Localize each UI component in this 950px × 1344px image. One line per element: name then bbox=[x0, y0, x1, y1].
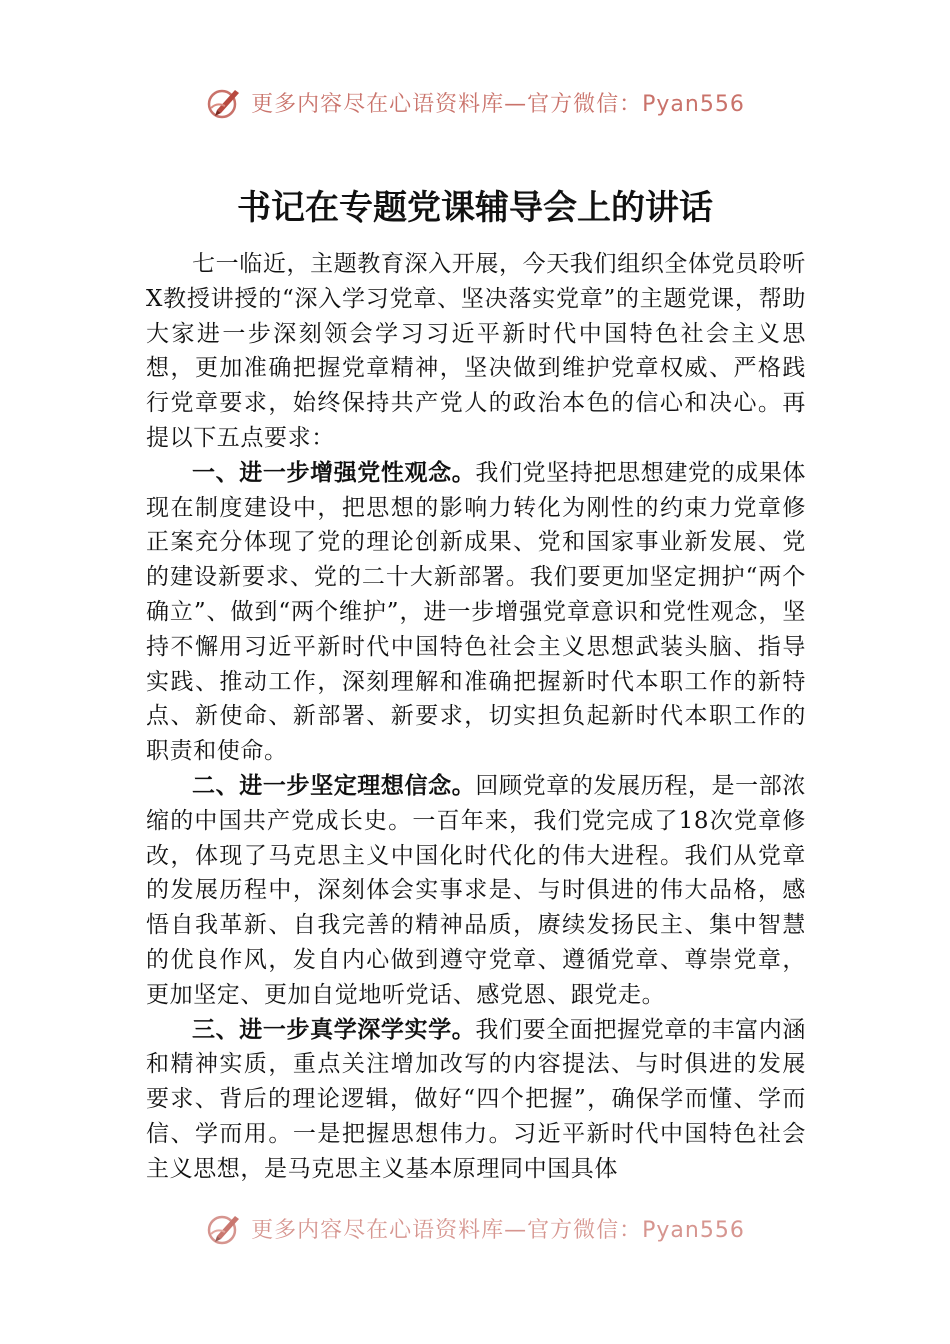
document-body bbox=[146, 247, 806, 1187]
watermark-banner-top bbox=[0, 80, 950, 124]
pen-logo-icon bbox=[205, 1208, 245, 1248]
section-paragraph bbox=[146, 1013, 806, 1187]
section-paragraph bbox=[146, 769, 806, 1013]
section-paragraph bbox=[146, 456, 806, 769]
section-heading: 三、进一步真学深学实学。 bbox=[192, 1016, 476, 1043]
section-heading: 二、进一步坚定理想信念。 bbox=[192, 772, 476, 799]
section-body: 我们党坚持把思想建党的成果体现在制度建设中，把思想的影响力转化为刚性的约束力党章修正案充分体现了党的理论创新成果、党和国家事业新发展、党的建设新要求、党的二十大新部署。我们要更加坚定拥护“两个确立”、做到“两个维护”，进一步增强党章意识和党性观念，坚持不懈用习近平新时代中国特色社会主义思想武装头脑、指导实践、推动工作，深刻理解和准确把握新时代本职工作的新特点、新使命、新部署、新要求，切实担负起新时代本职工作的职责和使命。 bbox=[146, 459, 806, 765]
intro-paragraph: 七一临近，主题教育深入开展，今天我们组织全体党员聆听X教授讲授的“深入学习党章、坚决落实党章”的主题党课，帮助大家进一步深刻领会学习习近平新时代中国特色社会主义思想，更加准确把握党章精神，坚决做到维护党章权威、严格践行党章要求，始终保持共产党人的政治本色的信心和决心。再提以下五点要求： bbox=[146, 251, 806, 451]
watermark-text: 更多内容尽在心语资料库—官方微信：Pyan556 bbox=[251, 91, 745, 117]
section-body: 我们要全面把握党章的丰富内涵和精神实质，重点关注增加改写的内容提法、与时俱进的发展要求、背后的理论逻辑，做好“四个把握”，确保学而懂、学而信、学而用。一是把握思想伟力。习近平新时代中国特色社会主义思想，是马克思主义基本原理同中国具体 bbox=[146, 1016, 806, 1182]
watermark-banner-bottom bbox=[0, 1206, 950, 1250]
section-heading: 一、进一步增强党性观念。 bbox=[192, 459, 476, 486]
watermark-text: 更多内容尽在心语资料库—官方微信：Pyan556 bbox=[251, 1217, 745, 1243]
document-title: 书记在专题党课辅导会上的讲话 bbox=[237, 188, 713, 228]
pen-logo-icon bbox=[205, 82, 245, 122]
section-body: 回顾党章的发展历程，是一部浓缩的中国共产党成长史。一百年来，我们党完成了18次党章修改，体现了马克思主义中国化时代化的伟大进程。我们从党章的发展历程中，深刻体会实事求是、与时俱进的伟大品格，感悟自我革新、自我完善的精神品质，赓续发扬民主、集中智慧的优良作风，发自内心做到遵守党章、遵循党章、尊崇党章，更加坚定、更加自觉地听党话、感党恩、跟党走。 bbox=[146, 772, 806, 1008]
